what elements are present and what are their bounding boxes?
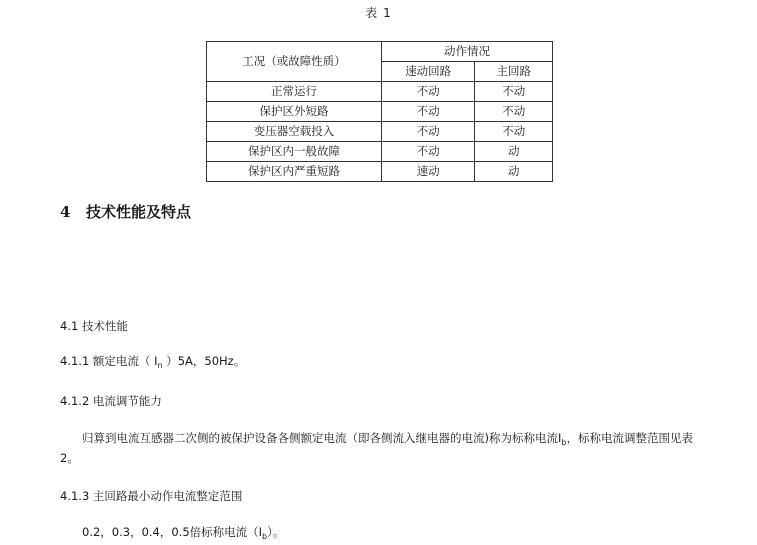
- cell-condition: 保护区外短路: [207, 102, 382, 122]
- cell-fast: 不动: [381, 122, 474, 142]
- cell-condition: 保护区内严重短路: [207, 162, 382, 182]
- cell-main: 不动: [475, 82, 553, 102]
- header-fast-loop: 速动回路: [381, 62, 474, 82]
- subscript: b: [262, 532, 268, 541]
- para-4-1-2-line1: [82, 430, 693, 447]
- para-4-1-2-line2: 2。: [60, 451, 79, 465]
- table-row: [207, 142, 553, 162]
- heading-4-1-2: 4.1.2 电流调节能力: [60, 394, 162, 408]
- cell-condition: 正常运行: [207, 82, 382, 102]
- min-current-text: 0.2，0.3，0.4，0.5倍标称电流（I: [82, 525, 263, 539]
- header-condition: 工况（或故障性质）: [207, 42, 382, 82]
- cell-fast: 速动: [381, 162, 474, 182]
- cell-condition: 变压器空载投入: [207, 122, 382, 142]
- heading-4-1-3: 4.1.3 主回路最小动作电流整定范围: [60, 489, 243, 503]
- header-main-loop: 主回路: [475, 62, 553, 82]
- table-caption: 表 1: [365, 6, 392, 20]
- cell-condition: 保护区内一般故障: [207, 142, 382, 162]
- current-adjust-text: 归算到电流互感器二次侧的被保护设备各侧额定电流（即各侧流入继电器的电流)称为标称电流I: [82, 431, 562, 445]
- cell-fast: 不动: [381, 142, 474, 162]
- section-number: 4: [60, 203, 71, 221]
- cell-fast: 不动: [381, 82, 474, 102]
- rated-current-value: ）5A，50Hz。: [162, 354, 246, 368]
- table-row: [207, 102, 553, 122]
- table-row: [207, 82, 553, 102]
- rated-current-text: 4.1.1 额定电流（ I: [60, 354, 158, 368]
- heading-4-1: 4.1 技术性能: [60, 319, 128, 333]
- cell-main: 动: [475, 162, 553, 182]
- min-current-text-end: ）。: [267, 525, 285, 539]
- current-adjust-text-end: ，标称电流调整范围见表: [566, 431, 693, 445]
- para-4-1-1: [60, 353, 245, 370]
- subscript: b: [561, 438, 567, 447]
- cell-fast: 不动: [381, 102, 474, 122]
- cell-main: 动: [475, 142, 553, 162]
- table-row: [207, 162, 553, 182]
- cell-main: 不动: [475, 102, 553, 122]
- cell-main: 不动: [475, 122, 553, 142]
- action-status-table: [206, 41, 553, 182]
- subscript: n: [157, 361, 163, 370]
- section-title: 技术性能及特点: [86, 203, 192, 221]
- table-row: [207, 122, 553, 142]
- section-heading: [60, 201, 191, 222]
- para-4-1-3: [82, 524, 284, 541]
- header-action: 动作情况: [381, 42, 552, 62]
